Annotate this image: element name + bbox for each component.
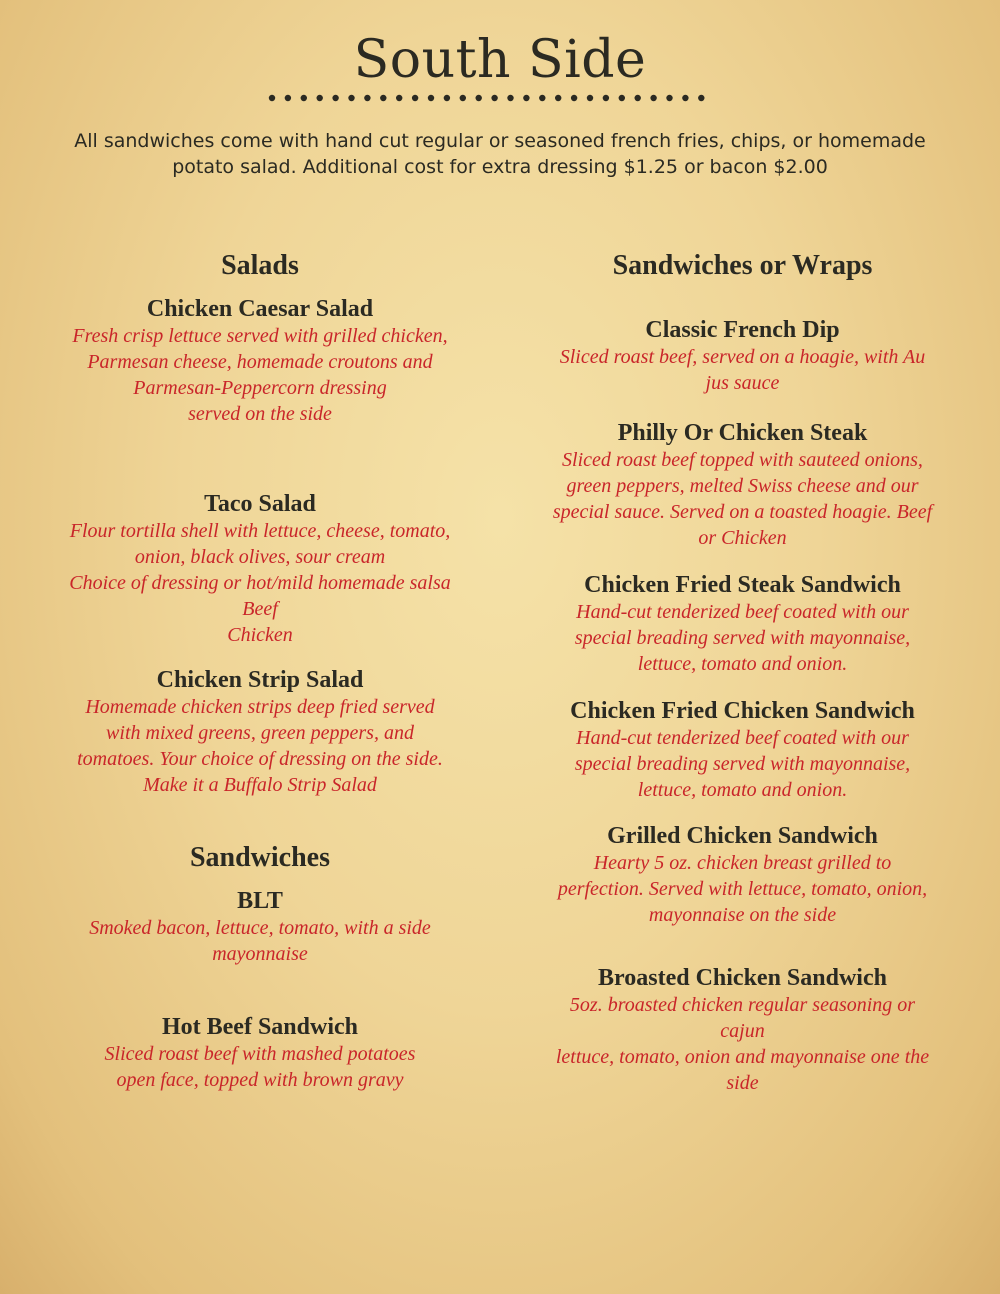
desc-line: Beef: [242, 598, 278, 620]
menu-item: [525, 316, 960, 396]
desc-line: open face, topped with brown gravy: [116, 1069, 404, 1091]
divider-dot: [682, 95, 688, 101]
item-description: [40, 1041, 480, 1093]
desc-line: cajun: [720, 1020, 765, 1042]
divider-dot: [635, 95, 641, 101]
item-name: Taco Salad: [204, 491, 316, 517]
desc-line: Flour tortilla shell with lettuce, cheese, tomato,: [69, 520, 451, 542]
menu-item: [40, 887, 480, 967]
section-heading-sandwiches: Sandwiches: [189, 842, 331, 873]
divider-dot: [491, 95, 497, 101]
desc-line: with mixed greens, green peppers, and: [106, 722, 414, 744]
menu-item: [525, 419, 960, 551]
item-description: [40, 915, 480, 967]
divider-dot: [332, 95, 338, 101]
item-description: [525, 725, 960, 803]
divider-dot: [619, 95, 625, 101]
desc-line: perfection. Served with lettuce, tomato, onion,: [557, 878, 928, 900]
divider-dot: [539, 95, 545, 101]
desc-line: special breading served with mayonnaise,: [574, 627, 911, 649]
divider-dot: [348, 95, 354, 101]
divider-dot: [269, 95, 275, 101]
divider-dot: [285, 95, 291, 101]
item-description: [40, 694, 480, 798]
desc-line: green peppers, melted Swiss cheese and our: [566, 475, 919, 497]
desc-line: Sliced roast beef with mashed potatoes: [104, 1043, 416, 1065]
desc-line: side: [726, 1072, 759, 1094]
item-name: Philly Or Chicken Steak: [617, 420, 868, 446]
item-name: Chicken Strip Salad: [156, 667, 364, 693]
desc-line: or Chicken: [698, 527, 787, 549]
menu-item: [525, 964, 960, 1096]
divider-dot: [650, 95, 656, 101]
divider-dot: [603, 95, 609, 101]
desc-line: Chicken: [227, 624, 293, 646]
item-description: [525, 599, 960, 677]
desc-line: Hand-cut tenderized beef coated with our: [576, 727, 909, 749]
item-name: Chicken Fried Steak Sandwich: [584, 572, 901, 598]
divider-dot: [523, 95, 529, 101]
item-description: [525, 344, 960, 396]
desc-line: 5oz. broasted chicken regular seasoning or: [569, 994, 916, 1016]
divider-dot: [380, 95, 386, 101]
desc-line: Make it a Buffalo Strip Salad: [143, 774, 377, 796]
desc-line: Fresh crisp lettuce served with grilled chicken,: [72, 325, 448, 347]
desc-line: Sliced roast beef topped with sauteed onions,: [562, 449, 923, 471]
desc-line: lettuce, tomato, onion and mayonnaise one the: [555, 1046, 930, 1068]
desc-line: Choice of dressing or hot/mild homemade salsa: [69, 572, 451, 594]
menu-item: [40, 295, 480, 427]
desc-line: special breading served with mayonnaise,: [574, 753, 911, 775]
item-description: [40, 518, 480, 648]
divider-dot: [476, 95, 482, 101]
desc-line: mayonnaise on the side: [648, 904, 837, 926]
desc-line: special sauce. Served on a toasted hoagie. Beef: [552, 501, 933, 523]
desc-line: Smoked bacon, lettuce, tomato, with a side: [89, 917, 431, 939]
menu-item: [525, 571, 960, 677]
item-description: [525, 447, 960, 551]
item-name: Chicken Caesar Salad: [146, 296, 374, 322]
divider-dot: [507, 95, 513, 101]
divider-dot: [364, 95, 370, 101]
desc-line: Hand-cut tenderized beef coated with our: [576, 601, 909, 623]
item-name: Chicken Fried Chicken Sandwich: [570, 698, 915, 724]
menu-item: [40, 1013, 480, 1093]
divider-dot: [698, 95, 704, 101]
item-name: Grilled Chicken Sandwich: [607, 823, 878, 849]
menu-item: [40, 490, 480, 648]
item-name: Broasted Chicken Sandwich: [598, 965, 887, 991]
desc-line: Hearty 5 oz. chicken breast grilled to: [593, 852, 892, 874]
divider-dot: [444, 95, 450, 101]
section-heading-wraps: Sandwiches or Wraps: [612, 250, 873, 281]
divider-dot: [412, 95, 418, 101]
desc-line: lettuce, tomato and onion.: [637, 779, 848, 801]
desc-line: Sliced roast beef, served on a hoagie, with Au: [559, 346, 926, 368]
item-description: [525, 992, 960, 1096]
item-name: Hot Beef Sandwich: [161, 1014, 358, 1040]
intro-line: All sandwiches come with hand cut regular or seasoned french fries, chips, or homemade: [74, 130, 926, 152]
menu-item: [525, 697, 960, 803]
desc-line: Homemade chicken strips deep fried served: [85, 696, 435, 718]
intro-text: [50, 128, 950, 180]
desc-line: jus sauce: [705, 372, 780, 394]
menu-title: South Side: [353, 30, 647, 90]
divider-dot: [317, 95, 323, 101]
section-heading-salads: Salads: [221, 250, 299, 281]
desc-line: served on the side: [188, 403, 332, 425]
desc-line: lettuce, tomato and onion.: [637, 653, 848, 675]
divider-dot: [587, 95, 593, 101]
menu-item: [525, 822, 960, 928]
desc-line: onion, black olives, sour cream: [134, 546, 386, 568]
divider-dot: [571, 95, 577, 101]
divider-dot: [301, 95, 307, 101]
item-description: [525, 850, 960, 928]
desc-line: mayonnaise: [212, 943, 308, 965]
item-name: BLT: [237, 888, 283, 914]
dotted-divider: [268, 92, 708, 104]
item-description: [40, 323, 480, 427]
divider-dot: [428, 95, 434, 101]
desc-line: Parmesan cheese, homemade croutons and: [87, 351, 433, 373]
menu-item: [40, 666, 480, 798]
divider-dot: [460, 95, 466, 101]
divider-dot: [555, 95, 561, 101]
divider-dot: [666, 95, 672, 101]
desc-line: Parmesan-Peppercorn dressing: [133, 377, 387, 399]
item-name: Classic French Dip: [645, 317, 840, 343]
divider-dot: [396, 95, 402, 101]
desc-line: tomatoes. Your choice of dressing on the side.: [77, 748, 443, 770]
intro-line: potato salad. Additional cost for extra dressing $1.25 or bacon $2.00: [172, 156, 828, 178]
